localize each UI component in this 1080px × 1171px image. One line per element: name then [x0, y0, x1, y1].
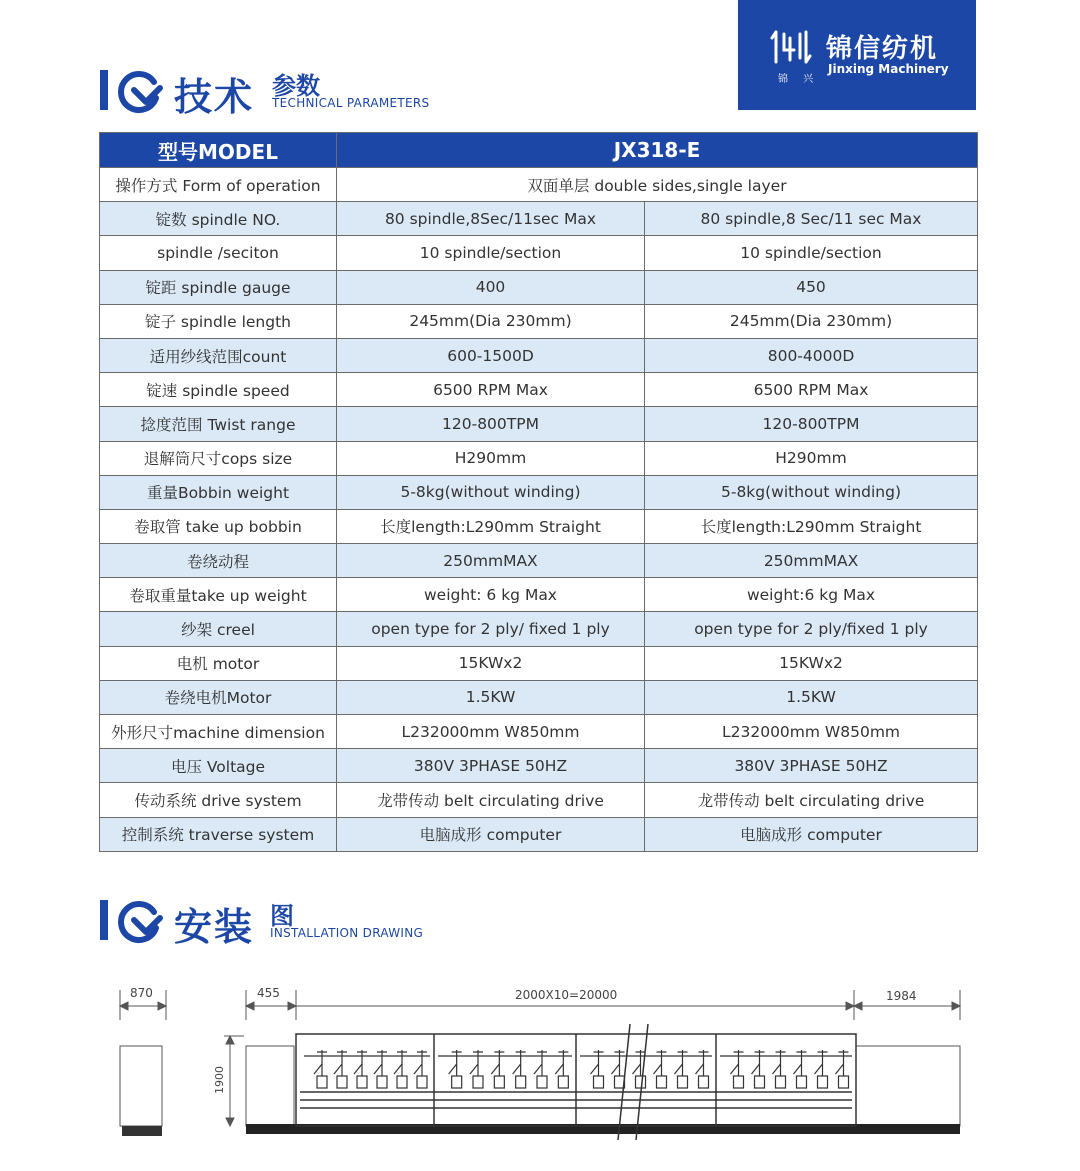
row-label: 外形尺寸machine dimension: [100, 715, 337, 749]
bobbin-icon: [755, 1076, 765, 1088]
row-value-b: 长度length:L290mm Straight: [645, 509, 978, 543]
spindle-icon: [555, 1050, 568, 1076]
table-row: [100, 236, 978, 270]
brand-logo: [738, 0, 976, 110]
table-row: [100, 407, 978, 441]
table-row: [100, 578, 978, 612]
spindle-icon: [394, 1050, 407, 1076]
spindle-icon: [815, 1050, 828, 1076]
row-label: 适用纱线范围count: [100, 338, 337, 372]
spindle-icon: [654, 1050, 667, 1076]
dim-right-label: 1984: [886, 989, 917, 1003]
row-value-a: 120-800TPM: [337, 407, 645, 441]
row-label: 锭距 spindle gauge: [100, 270, 337, 304]
spindle-icon: [374, 1050, 387, 1076]
section-title-en: TECHNICAL PARAMETERS: [272, 96, 430, 110]
bobbin-icon: [699, 1076, 709, 1088]
row-value-b: H290mm: [645, 441, 978, 475]
row-value-a: 龙带传动 belt circulating drive: [337, 783, 645, 817]
row-value-a: 5-8kg(without winding): [337, 475, 645, 509]
row-value-b: L232000mm W850mm: [645, 715, 978, 749]
table-row: [100, 544, 978, 578]
row-label: 纱架 creel: [100, 612, 337, 646]
spindle-icon: [794, 1050, 807, 1076]
table-row: [100, 749, 978, 783]
row-value-b: 120-800TPM: [645, 407, 978, 441]
row-label: 传动系统 drive system: [100, 783, 337, 817]
spindle-icon: [534, 1050, 547, 1076]
dim-left-label: 870: [130, 986, 153, 1000]
row-value-a: 245mm(Dia 230mm): [337, 304, 645, 338]
bobbin-icon: [473, 1076, 483, 1088]
spindle-icon: [414, 1050, 427, 1076]
table-row: [100, 817, 978, 851]
row-value-b: open type for 2 ply/fixed 1 ply: [645, 612, 978, 646]
row-value-b: 380V 3PHASE 50HZ: [645, 749, 978, 783]
row-label: 操作方式 Form of operation: [100, 168, 337, 202]
spindle-icon: [612, 1050, 625, 1076]
row-value-b: 6500 RPM Max: [645, 373, 978, 407]
creel-cabinet: [120, 1046, 162, 1126]
bobbin-icon: [839, 1076, 849, 1088]
row-value-b: 1.5KW: [645, 680, 978, 714]
bobbin-icon: [636, 1076, 646, 1088]
brand-mark-sub: 锦 兴: [778, 74, 820, 85]
row-label: 卷取管 take up bobbin: [100, 509, 337, 543]
row-label: 锭子 spindle length: [100, 304, 337, 338]
spindle-icon: [354, 1050, 367, 1076]
spindle-icon: [470, 1050, 483, 1076]
bobbin-icon: [776, 1076, 786, 1088]
table-row: [100, 612, 978, 646]
bobbin-icon: [317, 1076, 327, 1088]
head-frame: [246, 1046, 294, 1126]
row-label: 卷绕动程: [100, 544, 337, 578]
table-row: [100, 680, 978, 714]
section-title-cn: 技术: [174, 75, 255, 119]
row-label: 退解筒尺寸cops size: [100, 441, 337, 475]
table-row: [100, 441, 978, 475]
dim-gap-label: 455: [257, 986, 280, 1000]
row-value-a: 80 spindle,8Sec/11sec Max: [337, 202, 645, 236]
table-row: [100, 304, 978, 338]
bobbin-icon: [417, 1076, 427, 1088]
spindle-icon: [491, 1050, 504, 1076]
bobbin-icon: [818, 1076, 828, 1088]
spindle-icon: [449, 1050, 462, 1076]
row-label: 电机 motor: [100, 646, 337, 680]
spindle-icon: [731, 1050, 744, 1076]
row-label: 锭速 spindle speed: [100, 373, 337, 407]
dim-main-label: 2000X10=20000: [515, 988, 618, 1002]
row-value-a: 250mmMAX: [337, 544, 645, 578]
spec-table: [99, 132, 978, 852]
table-row: [100, 168, 978, 202]
brand-name-en: Jinxing Machinery: [828, 62, 949, 76]
dim-height-label: 1900: [213, 1066, 226, 1094]
row-value-a: 400: [337, 270, 645, 304]
magnifier-check-icon: [116, 68, 164, 114]
row-value-b: 10 spindle/section: [645, 236, 978, 270]
brand-name-cn: 锦信纺机: [826, 34, 939, 64]
row-value-a: 6500 RPM Max: [337, 373, 645, 407]
row-label: 捻度范围 Twist range: [100, 407, 337, 441]
cabinet-foot: [122, 1126, 162, 1136]
section-title-cn-small: 参数: [272, 72, 320, 100]
spindle-icon: [752, 1050, 765, 1076]
installation-heading: [100, 894, 540, 954]
row-label: spindle /seciton: [100, 236, 337, 270]
installation-drawing: [100, 980, 980, 1150]
table-row: [100, 509, 978, 543]
bobbin-icon: [678, 1076, 688, 1088]
row-value-b: 800-4000D: [645, 338, 978, 372]
bobbin-icon: [377, 1076, 387, 1088]
row-value-b: 15KWx2: [645, 646, 978, 680]
heading-bar: [100, 70, 108, 110]
table-header-row: [100, 133, 978, 168]
bobbin-icon: [357, 1076, 367, 1088]
header-model-value: JX318-E: [337, 133, 978, 168]
bobbin-icon: [734, 1076, 744, 1088]
table-row: [100, 715, 978, 749]
jinxing-logo-icon: [770, 28, 812, 68]
row-value-a: L232000mm W850mm: [337, 715, 645, 749]
row-value-b: 250mmMAX: [645, 544, 978, 578]
spindle-icon: [836, 1050, 849, 1076]
row-value-a: weight: 6 kg Max: [337, 578, 645, 612]
table-row: [100, 270, 978, 304]
section-title-en: INSTALLATION DRAWING: [270, 926, 424, 940]
row-value-b: 电脑成形 computer: [645, 817, 978, 851]
table-row: [100, 373, 978, 407]
tail-frame: [856, 1046, 960, 1126]
table-row: [100, 202, 978, 236]
row-value-a: 15KWx2: [337, 646, 645, 680]
row-value-b: 80 spindle,8 Sec/11 sec Max: [645, 202, 978, 236]
bobbin-icon: [558, 1076, 568, 1088]
bobbin-icon: [797, 1076, 807, 1088]
row-value-b: 450: [645, 270, 978, 304]
tech-params-heading: [100, 64, 540, 124]
bobbin-icon: [452, 1076, 462, 1088]
bobbin-icon: [594, 1076, 604, 1088]
section-title-cn: 安装: [174, 905, 255, 949]
row-label: 控制系统 traverse system: [100, 817, 337, 851]
row-value-a: 1.5KW: [337, 680, 645, 714]
row-value-b: 245mm(Dia 230mm): [645, 304, 978, 338]
row-value-a: open type for 2 ply/ fixed 1 ply: [337, 612, 645, 646]
row-value-b: 龙带传动 belt circulating drive: [645, 783, 978, 817]
row-value-a: H290mm: [337, 441, 645, 475]
bobbin-icon: [337, 1076, 347, 1088]
heading-bar: [100, 900, 108, 940]
spindle-icon: [675, 1050, 688, 1076]
row-value: 双面单层 double sides,single layer: [337, 168, 978, 202]
row-label: 电压 Voltage: [100, 749, 337, 783]
row-value-a: 10 spindle/section: [337, 236, 645, 270]
row-value-a: 380V 3PHASE 50HZ: [337, 749, 645, 783]
spindle-icon: [773, 1050, 786, 1076]
row-label: 锭数 spindle NO.: [100, 202, 337, 236]
table-row: [100, 646, 978, 680]
spindle-icon: [314, 1050, 327, 1076]
row-label: 卷取重量take up weight: [100, 578, 337, 612]
table-row: [100, 783, 978, 817]
bobbin-icon: [516, 1076, 526, 1088]
spindle-icon: [334, 1050, 347, 1076]
header-model-label: 型号MODEL: [100, 133, 337, 168]
bobbin-icon: [397, 1076, 407, 1088]
machine-sections: [296, 1024, 856, 1140]
row-value-b: weight:6 kg Max: [645, 578, 978, 612]
bobbin-icon: [657, 1076, 667, 1088]
bobbin-icon: [537, 1076, 547, 1088]
row-value-a: 长度length:L290mm Straight: [337, 509, 645, 543]
magnifier-check-icon: [116, 898, 164, 944]
section-title-cn-small: 图: [270, 902, 294, 930]
row-value-a: 600-1500D: [337, 338, 645, 372]
table-row: [100, 475, 978, 509]
spindle-row: [304, 1050, 852, 1088]
row-label: 重量Bobbin weight: [100, 475, 337, 509]
spindle-icon: [591, 1050, 604, 1076]
spindle-icon: [513, 1050, 526, 1076]
table-row: [100, 338, 978, 372]
bobbin-icon: [494, 1076, 504, 1088]
row-value-b: 5-8kg(without winding): [645, 475, 978, 509]
row-value-a: 电脑成形 computer: [337, 817, 645, 851]
row-label: 卷绕电机Motor: [100, 680, 337, 714]
spindle-icon: [696, 1050, 709, 1076]
